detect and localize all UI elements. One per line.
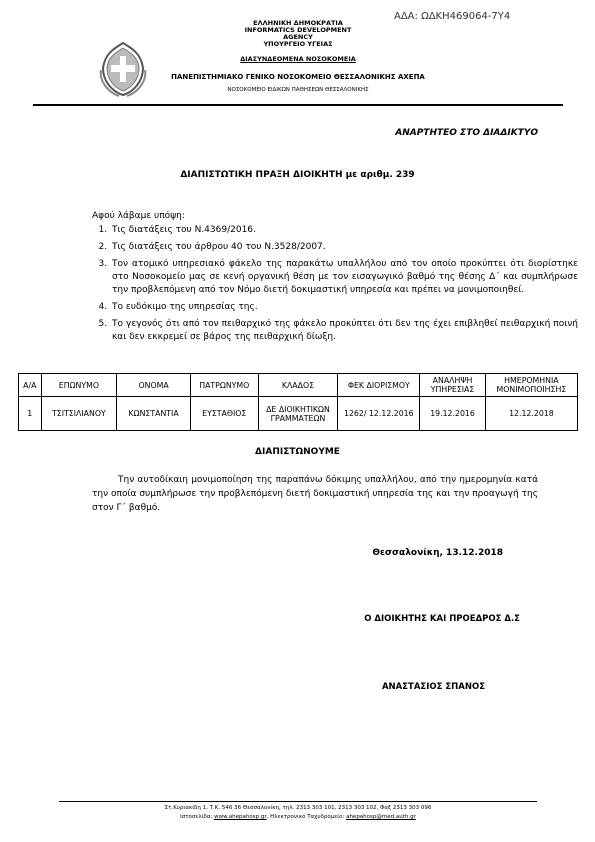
footer-email-link[interactable]: ahepahosp@med.auth.gr: [346, 814, 416, 820]
cell-name: ΚΩΝΣΤΑΝΤΙΑ: [117, 397, 191, 431]
header-agency: INFORMATICS DEVELOPMENT AGENCY: [244, 26, 352, 41]
ada-code: ΑΔΑ: ΩΔΚΗ469064-7Υ4: [394, 11, 511, 22]
list-item: 2. Τις διατάξεις του άρθρου 40 του Ν.3528/2007.: [110, 241, 578, 254]
cell-aa: 1: [19, 397, 42, 431]
header-subtitle: ΝΟΣΟΚΟΜΕΙΟ ΕΙΔΙΚΩΝ ΠΑΘΗΣΕΩΝ ΘΕΣΣΑΛΟΝΙΚΗΣ: [227, 87, 369, 93]
col-header-father: ΠΑΤΡΩΝΥΜΟ: [190, 374, 258, 397]
header-network: ΔΙΑΣΥΝΔΕΟΜΕΝΑ ΝΟΣΟΚΟΜΕΙΑ: [240, 55, 356, 63]
col-header-start: ΑΝΑΛΗΨΗ ΥΠΗΡΕΣΙΑΣ: [420, 374, 486, 397]
signatory-name: ΑΝΑΣΤΑΣΙΟΣ ΣΠΑΝΟΣ: [381, 682, 485, 692]
publish-note: ΑΝΑΡΤΗΤΕΟ ΣΤΟ ΔΙΑΔΙΚΤΥΟ: [395, 128, 538, 138]
col-header-surname: ΕΠΩΝΥΜΟ: [41, 374, 117, 397]
considerations-list: [74, 224, 578, 348]
col-header-tenure-date: ΗΜΕΡΟΜΗΝΙΑ ΜΟΝΙΜΟΠΟΙΗΣΗΣ: [485, 374, 577, 397]
list-item: 3. Τον ατομικό υπηρεσιακό φάκελο της παρακάτω υπαλλήλου από τον οποίο προκύπτει ότι διορίστηκε στο Νοσοκομείο μας σε κενή οργανική θέση με τον εισαγωγικό βαθμό της θέσης Δ΄ και συμπλήρωσε την προβλεπόμενη από τον Νόμο διετή δοκιμαστική υπηρεσία και πρέπει να μονιμοποιηθεί.: [110, 258, 578, 297]
footer-divider: [59, 801, 537, 802]
list-item: 4. Το ευδόκιμο της υπηρεσίας της.: [110, 301, 578, 314]
header-ministry: ΥΠΟΥΡΓΕΙΟ ΥΓΕΙΑΣ: [263, 40, 333, 48]
table-row: [19, 397, 578, 431]
greek-emblem-icon: [97, 40, 149, 98]
place-date: Θεσσαλονίκη, 13.12.2018: [372, 548, 503, 558]
cell-father: ΕΥΣΤΑΘΙΟΣ: [190, 397, 258, 431]
header-divider: [33, 104, 563, 106]
document-title: ΔΙΑΠΙΣΤΩΤΙΚΗ ΠΡΑΞΗ ΔΙΟΙΚΗΤΗ με αριθμ. 239: [180, 170, 415, 180]
signatory-title: Ο ΔΙΟΙΚΗΤΗΣ ΚΑΙ ΠΡΟΕΔΡΟΣ Δ.Σ: [364, 614, 520, 624]
cell-tenure-date: 12.12.2018: [485, 397, 577, 431]
finding-title: ΔΙΑΠΙΣΤΩΝΟΥΜΕ: [255, 447, 340, 457]
considerations-intro: Αφού λάβαμε υπόψη:: [92, 211, 185, 221]
decision-text: Την αυτοδίκαιη μονιμοποίηση της παραπάνω δόκιμης υπαλλήλου, από την ημερομηνία κατά την οποία συμπλήρωσε την προβλεπόμενη διετή δοκιμαστική υπηρεσία της και την προαγωγή της στον Γ΄ βαθμό.: [92, 475, 538, 513]
footer-site-link[interactable]: www.ahepahosp.gr: [214, 814, 267, 820]
cell-surname: ΤΣΙΤΣΙΛΙΑΝΟΥ: [41, 397, 117, 431]
header-republic: ΕΛΛΗΝΙΚΗ ΔΗΜΟΚΡΑΤΙΑ: [253, 19, 343, 27]
cell-branch: ΔΕ ΔΙΟΙΚΗΤΙΚΩΝ ΓΡΑΜΜΑΤΕΩΝ: [258, 397, 338, 431]
list-item: 1. Τις διατάξεις του Ν.4369/2016.: [110, 224, 578, 237]
col-header-aa: Α/Α: [19, 374, 42, 397]
col-header-gazette: ΦΕΚ ΔΙΟΡΙΣΜΟΥ: [338, 374, 420, 397]
cell-start: 19.12.2016: [420, 397, 486, 431]
footer-contact: [59, 814, 537, 820]
cell-gazette: 1262/ 12.12.2016: [338, 397, 420, 431]
footer-site-label: Ιστοσελίδα:: [180, 814, 213, 820]
footer-email-label: , Ηλεκτρονικό Ταχυδρομείο:: [266, 814, 345, 820]
table-header-row: [19, 374, 578, 397]
col-header-branch: ΚΛΑΔΟΣ: [258, 374, 338, 397]
employee-table: [18, 373, 578, 431]
list-item: 5. Το γεγονός ότι από τον πειθαρχικό της φάκελο προκύπτει ότι δεν της έχει επιβληθεί πειθαρχική ποινή και δεν εκκρεμεί σε βάρος της πειθαρχική δίωξη.: [110, 318, 578, 344]
footer-address: Στ.Κυριακίδη 1, Τ.Κ. 546 36 Θεσσαλονίκη, τηλ. 2313 303 101, 2313 303 102, Φαξ 2313 303 096: [164, 805, 432, 811]
header-hospital: ΠΑΝΕΠΙΣΤΗΜΙΑΚΟ ΓΕΝΙΚΟ ΝΟΣΟΚΟΜΕΙΟ ΘΕΣΣΑΛΟΝΙΚΗΣ ΑΧΕΠΑ: [171, 73, 425, 81]
col-header-name: ΟΝΟΜΑ: [117, 374, 191, 397]
